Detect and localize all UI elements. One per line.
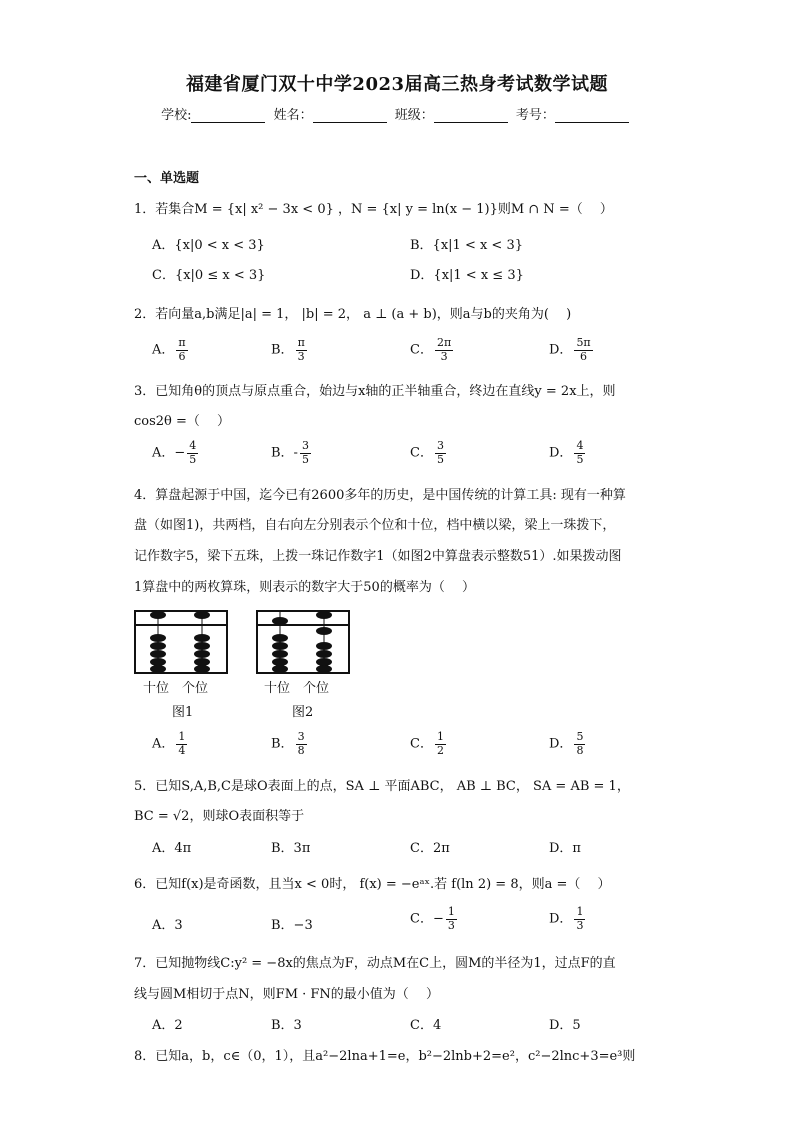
q8-stem: 8．已知a，b，c∈（0，1），且a²−2lna+1=e，b²−2lnb+2=e²，c²−2lnc+3=e³则 — [134, 1049, 636, 1064]
q2-c-num: 2π — [436, 336, 452, 349]
q1-option-b[interactable]: B．{x|1 < x < 3} — [410, 238, 523, 253]
q5-option-a[interactable]: A．4π — [152, 841, 192, 856]
q3-option-a[interactable] — [152, 440, 200, 466]
q6-option-d[interactable] — [549, 906, 587, 932]
section-heading: 一、单选题 — [134, 171, 200, 186]
q4-a-fraction — [176, 731, 187, 757]
q4-d-den: 8 — [576, 743, 584, 757]
q2-option-b[interactable] — [271, 337, 309, 363]
q4-c-num: 1 — [436, 730, 444, 743]
q4-option-c[interactable] — [410, 731, 448, 757]
fig1-caption: 图1 — [172, 705, 194, 720]
q5-option-b[interactable]: B．3π — [271, 841, 311, 856]
q4-stem-line4: 1算盘中的两枚算珠，则表示的数字大于50的概率为（ ） — [134, 580, 475, 595]
q5-option-c[interactable]: C．2π — [410, 841, 450, 856]
q6-c-den: 3 — [447, 918, 455, 932]
class-label: 班级： — [394, 108, 434, 123]
q1-stem: 1．若集合M = {x| x² − 3x < 0} ，N = {x| y = ln(x − 1)}则M ∩ N =（ ） — [134, 202, 613, 217]
student-info-line — [0, 104, 794, 123]
q3-b-label: B．- — [271, 445, 298, 461]
q2-d-num: 5π — [576, 336, 591, 349]
q2-c-den: 3 — [440, 349, 448, 363]
q1-option-a[interactable]: A．{x|0 < x < 3} — [152, 238, 265, 253]
q5-option-d[interactable]: D．π — [549, 841, 581, 856]
school-blank[interactable] — [191, 108, 265, 123]
q3-a-den: 5 — [189, 452, 197, 466]
q2-a-fraction — [176, 337, 187, 363]
q2-b-num: π — [297, 336, 305, 349]
q3-option-b[interactable] — [271, 440, 313, 466]
q4-c-den: 2 — [436, 743, 444, 757]
q4-b-fraction — [296, 731, 307, 757]
q5-stem-line1: 5．已知S,A,B,C是球O表面上的点，SA ⊥ 平面ABC， AB ⊥ BC， SA = AB = 1， — [134, 779, 630, 794]
q4-option-a[interactable] — [152, 731, 189, 757]
q6-d-label: D． — [549, 911, 573, 927]
q6-option-b[interactable]: B．−3 — [271, 918, 313, 933]
q4-option-d[interactable] — [549, 731, 587, 757]
q6-option-a[interactable]: A．3 — [152, 918, 183, 933]
q4-b-label: B． — [271, 736, 294, 752]
q3-d-num: 4 — [576, 439, 584, 452]
q3-d-fraction — [574, 440, 585, 466]
q2-option-d[interactable] — [549, 337, 595, 363]
q2-c-label: C． — [410, 342, 433, 358]
fig2-caption: 图2 — [292, 705, 314, 720]
number-blank[interactable] — [555, 108, 629, 123]
number-label: 考号： — [515, 108, 555, 123]
q2-d-label: D． — [549, 342, 573, 358]
q6-d-fraction — [574, 906, 585, 932]
q2-a-den: 6 — [178, 349, 186, 363]
q4-d-label: D． — [549, 736, 573, 752]
q2-d-den: 6 — [580, 349, 588, 363]
q4-a-label: A． — [152, 736, 175, 752]
q3-b-num: 3 — [301, 439, 309, 452]
q4-option-b[interactable] — [271, 731, 309, 757]
q4-c-fraction — [435, 731, 446, 757]
abacus-figure-1 — [134, 608, 228, 674]
q2-d-fraction — [574, 337, 592, 363]
q4-c-label: C． — [410, 736, 433, 752]
q4-a-den: 4 — [178, 743, 186, 757]
q7-stem-line1: 7．已知抛物线C:y² = −8x的焦点为F，动点M在C上，圆M的半径为1，过点F的直 — [134, 956, 616, 971]
q3-a-num: 4 — [189, 439, 197, 452]
q3-b-den: 5 — [301, 452, 309, 466]
q6-d-den: 3 — [576, 918, 584, 932]
q3-c-num: 3 — [436, 439, 444, 452]
q6-stem: 6．已知f(x)是奇函数，且当x < 0时， f(x) = −eᵃˣ.若 f(ln 2) = 8，则a =（ ） — [134, 877, 611, 892]
q4-a-num: 1 — [178, 730, 186, 743]
q4-b-num: 3 — [297, 730, 305, 743]
q1-option-c[interactable]: C．{x|0 ≤ x < 3} — [152, 268, 266, 283]
q3-c-label: C． — [410, 445, 433, 461]
class-blank[interactable] — [434, 108, 508, 123]
q2-option-c[interactable] — [410, 337, 455, 363]
q6-c-num: 1 — [447, 905, 455, 918]
q3-option-c[interactable] — [410, 440, 448, 466]
q4-stem-line3: 记作数字5，梁下五珠，上拨一珠记作数字1（如图2中算盘表示整数51）.如果拨动图 — [134, 549, 622, 564]
q2-b-fraction — [296, 337, 307, 363]
q4-stem-line2: 盘（如图1)，共两档，自右向左分别表示个位和十位，档中横以梁，梁上一珠拨下， — [134, 518, 616, 533]
q3-stem-line1: 3．已知角θ的顶点与原点重合，始边与x轴的正半轴重合，终边在直线y = 2x上，则 — [134, 384, 616, 399]
q4-d-fraction — [574, 731, 585, 757]
q6-c-label: C．− — [410, 911, 444, 927]
q7-stem-line2: 线与圆M相切于点N，则FM · FN的最小值为（ ） — [134, 987, 439, 1002]
q5-stem-line2: BC = √2，则球O表面积等于 — [134, 809, 305, 824]
q2-b-den: 3 — [297, 349, 305, 363]
q3-c-den: 5 — [436, 452, 444, 466]
page-title: 福建省厦门双十中学2023届高三热身考试数学试题 — [185, 74, 609, 95]
q3-option-d[interactable] — [549, 440, 587, 466]
q6-option-c[interactable] — [410, 906, 459, 932]
fig2-column-labels: 十位 个位 — [264, 681, 330, 696]
q2-a-num: π — [178, 336, 186, 349]
q7-option-d[interactable]: D．5 — [549, 1018, 581, 1033]
q3-b-fraction — [300, 440, 311, 466]
q3-d-den: 5 — [576, 452, 584, 466]
q3-stem-line2: cos2θ =（ ） — [134, 414, 231, 429]
q6-c-fraction — [446, 906, 457, 932]
q3-a-label: A．− — [152, 445, 186, 461]
q4-d-num: 5 — [576, 730, 584, 743]
q2-option-a[interactable] — [152, 337, 190, 363]
q2-stem: 2．若向量a,b满足|a| = 1， |b| = 2， a ⊥ (a + b)，则a与b的夹角为( ) — [134, 307, 572, 322]
q2-a-label: A． — [152, 342, 175, 358]
name-blank[interactable] — [313, 108, 387, 123]
q6-d-num: 1 — [576, 905, 584, 918]
abacus-figure-2 — [256, 608, 350, 674]
q3-c-fraction — [435, 440, 446, 466]
q7-option-c[interactable]: C．4 — [410, 1018, 442, 1033]
q3-a-fraction — [187, 440, 198, 466]
q2-b-label: B． — [271, 342, 294, 358]
q2-c-fraction — [435, 337, 453, 363]
q1-option-d[interactable]: D．{x|1 < x ≤ 3} — [410, 268, 524, 283]
q7-option-a[interactable]: A．2 — [152, 1018, 183, 1033]
q4-stem-line1: 4．算盘起源于中国，迄今已有2600多年的历史，是中国传统的计算工具: 现有一种算 — [134, 488, 626, 503]
q7-option-b[interactable]: B．3 — [271, 1018, 302, 1033]
name-label: 姓名： — [273, 108, 313, 123]
q3-d-label: D． — [549, 445, 573, 461]
q4-b-den: 8 — [297, 743, 305, 757]
fig1-column-labels: 十位 个位 — [143, 681, 209, 696]
school-label: 学校: — [161, 108, 192, 123]
